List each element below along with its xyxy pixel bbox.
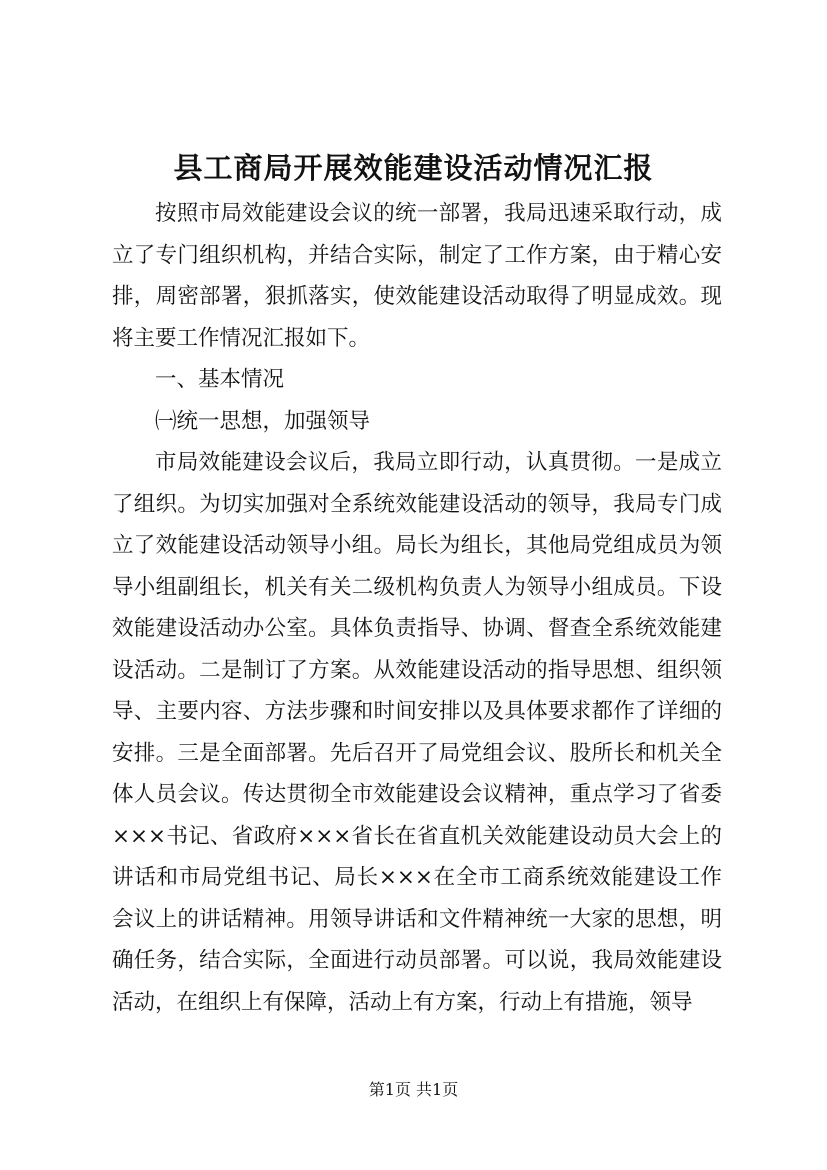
section-heading: 一、基本情况 — [155, 367, 285, 392]
document-title: 县工商局开展效能建设活动情况汇报 — [173, 151, 654, 185]
document-body — [112, 193, 722, 1023]
subsection-heading: ㈠统一思想，加强领导 — [155, 408, 371, 434]
page-footer: 第1页 共1页 — [368, 1080, 459, 1099]
paragraph-intro: 按照市局效能建设会议的统一部署，我局迅速采取行动，成立了专门组织机构，并结合实际，制定了工作方案，由于精心安排，周密部署，狠抓落实，使效能建设活动取得了明显成效。现将主要工作情况汇报如下。 — [112, 201, 722, 351]
paragraph-body: 市局效能建设会议后，我局立即行动，认真贯彻。一是成立了组织。为切实加强对全系统效能建设活动的领导，我局专门成立了效能建设活动领导小组。局长为组长，其他局党组成员为领导小组副组长，机关有关二级机构负责人为领导小组成员。下设效能建设活动办公室。具体负责指导、协调、督查全系统效能建设活动。二是制订了方案。从效能建设活动的指导思想、组织领导、主要内容、方法步骤和时间安排以及具体要求都作了详细的安排。三是全面部署。先后召开了局党组会议、股所长和机关全体人员会议。传达贯彻全市效能建设会议精神，重点学习了省委×××书记、省政府×××省长在省直机关效能建设动员大会上的讲话和市局党组书记、局长×××在全市工商系统效能建设工作会议上的讲话精神。用领导讲话和文件精神统一大家的思想，明确任务，结合实际，全面进行动员部署。可以说，我局效能建设活动，在组织上有保障，活动上有方案，行动上有措施，领导 — [112, 450, 722, 1015]
